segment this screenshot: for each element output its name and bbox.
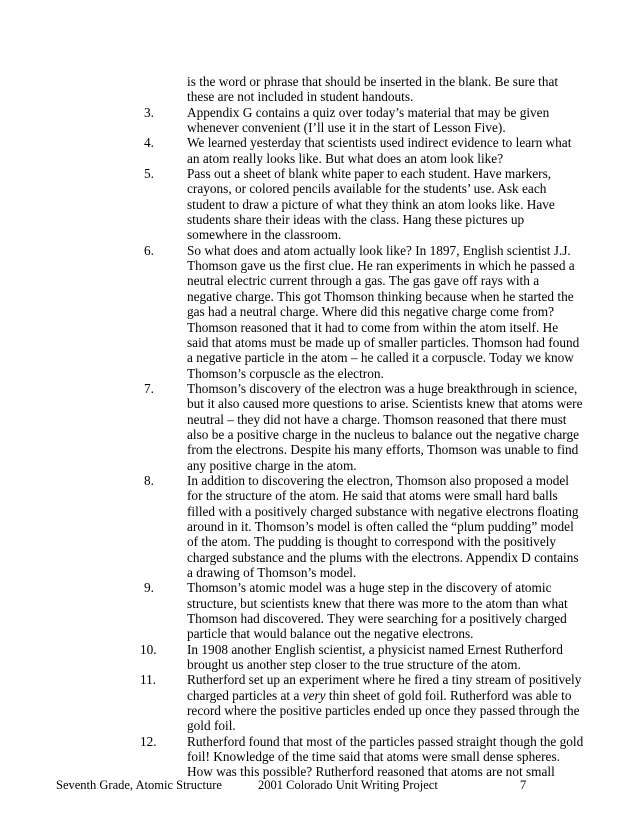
text-line: charged particles at a very thin sheet of gold foil. Rutherford was able to (187, 687, 572, 703)
list-item (140, 473, 580, 580)
list-item-number: 3. (144, 104, 154, 120)
text-line: these are not included in student handouts. (187, 89, 414, 105)
list-item (140, 580, 580, 641)
text-line: but it also caused more questions to arise. Scientists knew that atoms were (187, 396, 583, 412)
text-line: Thomson’s atomic model was a huge step in the discovery of atomic (187, 580, 552, 596)
list-item-text (187, 166, 580, 243)
emphasis: very (302, 687, 326, 703)
list-item-number: 12. (140, 733, 157, 749)
text-line: record where the positive particles ended up once they passed through the (187, 703, 580, 719)
footer-page-number: 7 (520, 778, 527, 792)
text-line: a negative particle in the atom – he called it a corpuscle. Today we know (187, 350, 574, 366)
page-footer (0, 777, 638, 793)
list-item (140, 380, 583, 473)
text-line: neutral – they did not have a charge. Thomson reasoned that there must (187, 411, 567, 427)
numbered-list (140, 74, 584, 780)
list-item (140, 733, 584, 780)
text-line: gas had a neutral charge. Where did this negative charge come from? (187, 304, 554, 320)
text-line: Thomson had discovered. They were searching for a positively charged (187, 611, 567, 627)
text-line: students share their ideas with the class. Hang these pictures up (187, 212, 525, 228)
text-line: somewhere in the classroom. (187, 227, 342, 243)
text-line: a drawing of Thomson’s model. (187, 565, 357, 580)
list-item-text (187, 105, 580, 136)
text-line: is the word or phrase that should be inserted in the blank. Be sure that (187, 74, 559, 89)
list-item-number: 6. (144, 242, 154, 258)
list-item-number: 7. (144, 380, 154, 396)
list-item-number: 4. (144, 135, 154, 151)
list-item-number: 9. (144, 580, 154, 596)
text-line: of the atom. The pudding is thought to correspond with the positively (187, 534, 557, 550)
text-line: We learned yesterday that scientists used indirect evidence to learn what (187, 135, 572, 151)
list-item-number: 5. (144, 166, 154, 182)
text-line: particle that would balance out the negative electrons. (187, 626, 474, 642)
text-line: In 1908 another English scientist, a physicist named Ernest Rutherford (187, 641, 563, 657)
list-item (140, 74, 580, 105)
text-line: said that atoms must be made up of smaller particles. Thomson had found (187, 334, 580, 350)
text-line: student to draw a picture of what they think an atom looks like. Have (187, 196, 555, 212)
text-line: Rutherford set up an experiment where he fired a tiny stream of positively (187, 672, 582, 688)
list-item (140, 642, 580, 673)
list-item (140, 135, 580, 166)
list-item-text (187, 672, 581, 733)
text-line: How was this possible? Rutherford reasoned that atoms are not small (187, 764, 555, 780)
text-line: Thomson’s discovery of the electron was a huge breakthrough in science, (187, 380, 578, 396)
text-line: gold foil. (187, 718, 236, 734)
text-line: from the electrons. Despite his many efforts, Thomson was unable to find (187, 442, 579, 458)
text-line: structure, but scientists knew that there was more to the atom than what (187, 595, 568, 611)
text-line: an atom really looks like. But what does an atom look like? (187, 150, 504, 166)
list-item-number: 8. (144, 472, 154, 488)
footer-project-name: 2001 Colorado Unit Writing Project (258, 778, 438, 792)
text-line: Rutherford found that most of the particles passed straight though the gold (187, 733, 584, 749)
text-line: around in it. Thomson’s model is often called the “plum pudding” model (187, 518, 574, 534)
list-item-text (187, 642, 580, 673)
text-line: whenever convenient (I’ll use it in the start of Lesson Five). (187, 120, 506, 136)
list-item-number: 10. (140, 641, 157, 657)
text-line: Appendix G contains a quiz over today’s material that may be given (187, 104, 550, 120)
text-line: negative charge. This got Thomson thinking because when he started the (187, 288, 574, 304)
list-item (140, 105, 580, 136)
list-item-text (187, 734, 583, 780)
list-item-text (187, 473, 580, 580)
text-line: neutral electric current through a gas. The gas gave off rays with a (187, 273, 540, 289)
list-item (140, 166, 580, 243)
list-item-text (187, 74, 580, 105)
list-item-text (187, 243, 580, 381)
list-item (140, 243, 580, 381)
text-line: charged substance and the plums with the electrons. Appendix D contains (187, 549, 579, 565)
text-line: foil! Knowledge of the time said that atoms were small dense spheres. (187, 749, 560, 765)
text-line: Pass out a sheet of blank white paper to each student. Have markers, (187, 166, 552, 182)
text-line: So what does and atom actually look like? In 1897, English scientist J.J. (187, 242, 571, 258)
list-item-text (187, 580, 580, 641)
text-line: for the structure of the atom. He said that atoms were small hard balls (187, 488, 558, 504)
text-line: also be a positive charge in the nucleus to balance out the negative charge (187, 426, 579, 442)
footer-course-title: Seventh Grade, Atomic Structure (56, 778, 222, 792)
list-item-text (187, 135, 580, 166)
text-line: filled with a positively charged substance with negative electrons floating (187, 503, 579, 519)
text-line: any positive charge in the atom. (187, 457, 357, 473)
list-item (140, 672, 580, 733)
text-line: Thomson’s corpuscle as the electron. (187, 365, 384, 381)
list-item-text (187, 381, 583, 473)
text-line: crayons, or colored pencils available for the students’ use. Ask each (187, 181, 547, 197)
text-line: brought us another step closer to the true structure of the atom. (187, 657, 521, 673)
text-line: In addition to discovering the electron, Thomson also proposed a model (187, 472, 569, 488)
text-line: Thomson gave us the first clue. He ran experiments in which he passed a (187, 258, 575, 274)
list-item-number: 11. (140, 672, 157, 688)
text-line: Thomson reasoned that it had to come from within the atom itself. He (187, 319, 559, 335)
